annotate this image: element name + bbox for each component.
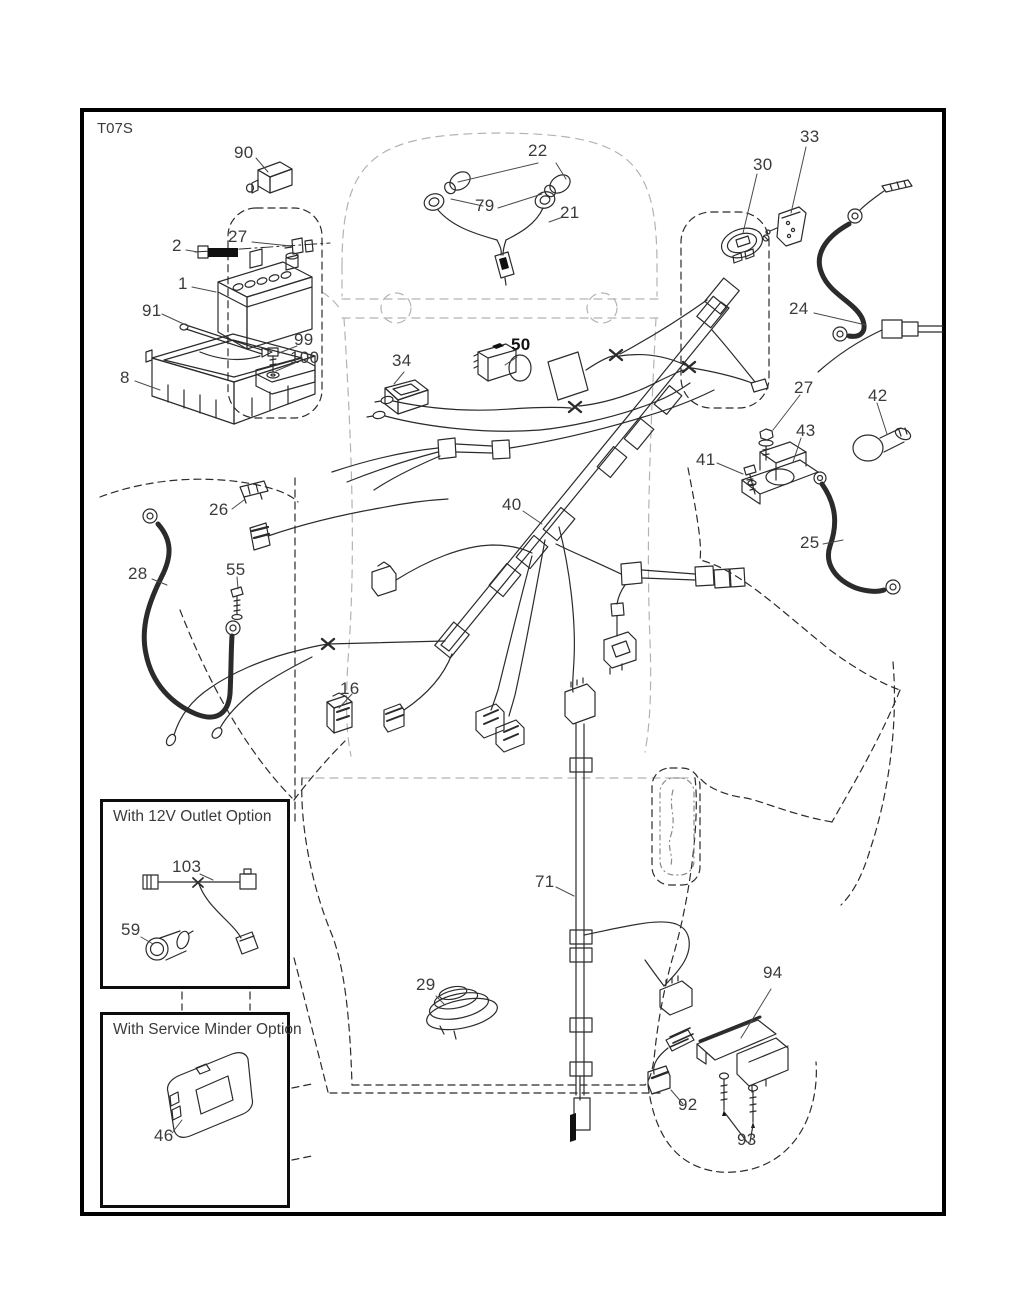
headlight-harness [422,168,574,285]
option-box-12v-outlet-title: With 12V Outlet Option [113,808,272,825]
part-label-16: 16 [340,679,360,698]
part-label-27b: 27 [794,378,814,397]
ignition-switch [718,223,769,263]
part-label-41: 41 [696,450,716,469]
figure-id-label: T07S [97,120,133,137]
part-label-30: 30 [753,155,773,174]
bolt-41 [744,465,756,494]
jumper-wire-92 [648,1028,694,1094]
solenoid-nut-27 [759,429,773,460]
part-label-42: 42 [868,386,888,405]
part-label-99: 99 [294,330,314,349]
part-label-79: 79 [475,196,495,215]
connector-block-90 [247,162,293,193]
part-label-25: 25 [800,533,820,552]
connector-16 [327,693,352,733]
part-label-24: 24 [789,299,809,318]
part-label-91: 91 [142,301,162,320]
inline-fuse-left [332,390,714,490]
terminal-boot-42 [853,426,912,461]
wire-71 [565,678,689,1142]
part-label-26: 26 [209,500,229,519]
part-label-2: 2 [172,236,182,255]
part-label-40: 40 [502,495,522,514]
battery-cable-24 [819,180,912,341]
part-label-55: 55 [226,560,246,579]
part-label-34: 34 [392,351,412,370]
option-box-12v-outlet [100,799,290,989]
part-label-21: 21 [560,203,580,222]
tag-plate [548,352,613,400]
console-outline [660,778,694,875]
hood-outline [302,133,695,778]
harness-branches [328,527,621,752]
bolt-55 [231,587,243,620]
ground-cable-28 [143,509,240,717]
part-label-92: 92 [678,1095,698,1114]
part-label-1: 1 [178,274,188,293]
part-label-28: 28 [128,564,148,583]
part-label-43: 43 [796,421,816,440]
part-label-46: 46 [154,1126,174,1145]
pigtail-wires [165,644,328,747]
part-label-103: 103 [172,857,202,876]
option-box-service-minder [100,1012,302,1208]
part-label-59: 59 [121,920,141,939]
part-label-71: 71 [535,872,555,891]
part-label-93: 93 [737,1130,757,1149]
part-label-27a: 27 [228,227,248,246]
part-label-100: 100 [290,348,320,367]
solenoid-cable-25 [814,472,900,594]
option-box-service-minder-title: With Service Minder Option [113,1021,302,1038]
part-label-29: 29 [416,975,436,994]
inline-fuse-right [604,562,745,674]
part-label-90: 90 [234,143,254,162]
part-label-94: 94 [763,963,783,982]
part-label-8: 8 [120,368,130,387]
striped-plug-wire [250,499,448,550]
interlock-switch-33 [766,207,806,246]
part-label-22: 22 [528,141,548,160]
part-label-33: 33 [800,127,820,146]
part-label-50: 50 [511,335,531,354]
